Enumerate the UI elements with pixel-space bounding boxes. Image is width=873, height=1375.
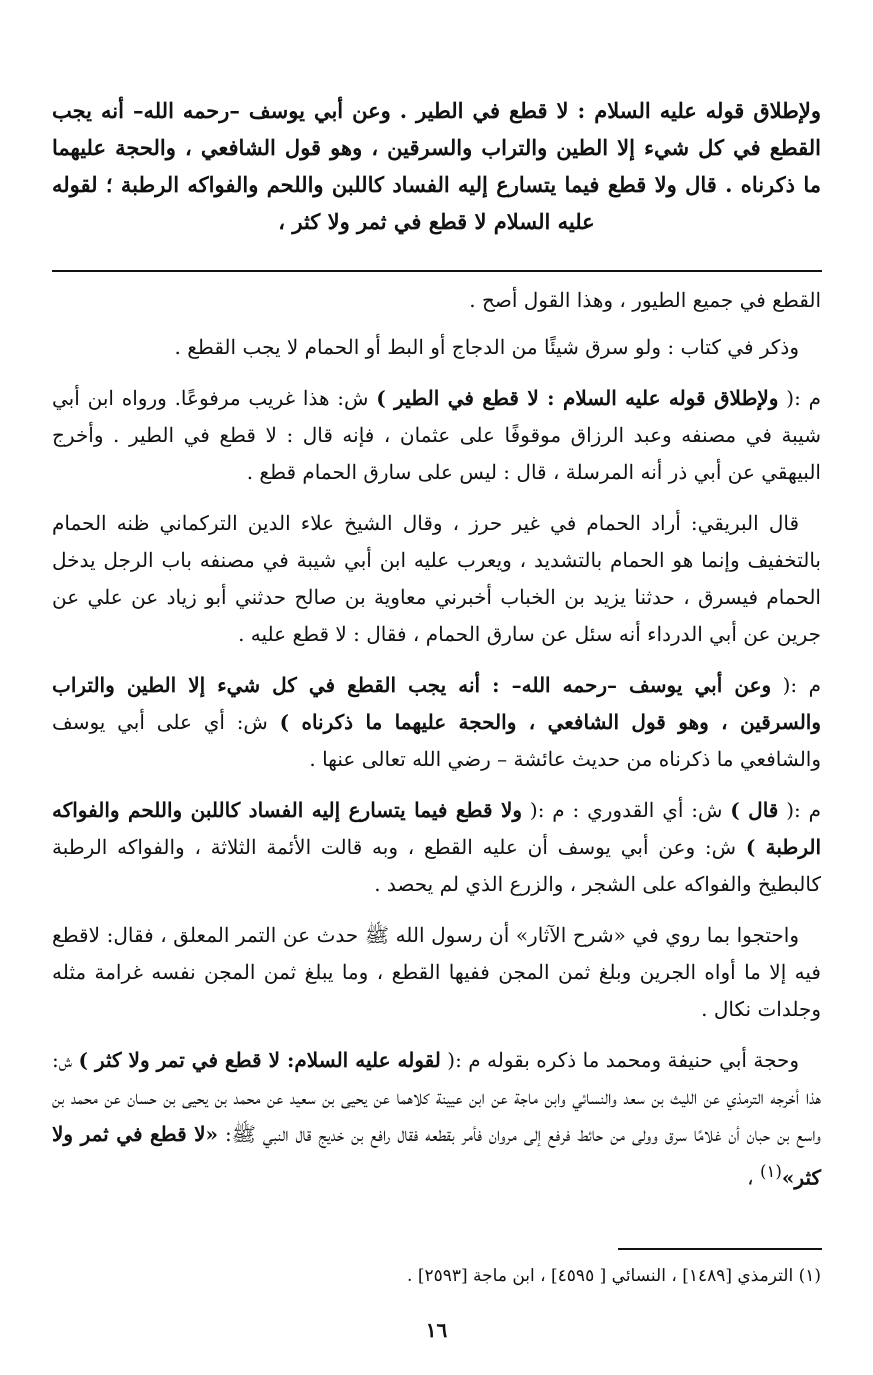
paragraph-2-text: وذكر في كتاب : ولو سرق شيئًا من الدجاج أو البط أو الحمام لا يجب القطع .	[174, 335, 799, 359]
commentary-text: ش: وعن أبي يوسف أن عليه القطع ، وبه قالت الأئمة الثلاثة ، والفواكه الرطبة كالبطيخ والفواكه على الشجر ، والزرع الذي لم يحصد .	[52, 835, 821, 896]
quoted-matn: وعن أبي يوسف –رحمه الله– : أنه يجب القطع في كل شيء إلا الطين والتراب والسرقين ، وهو قول الشافعي ، والحجة عليهما ما ذكرناه )	[52, 673, 821, 734]
commentary-text: ش: أي على أبي يوسف والشافعي ما ذكرناه من حديث عائشة – رضي الله تعالى عنها .	[52, 710, 821, 771]
quoted-matn: لقوله عليه السلام: لا قطع في تمر ولا كثر )	[78, 1048, 441, 1072]
marker-text: م :(	[786, 386, 822, 410]
paragraph-7-text: واحتجوا بما روي في «شرح الآثار» أن رسول الله ﷺ حدث عن التمر المعلق ، فقال: لاقطع فيه إلا ما أواه الجرين وبلغ ثمن المجن ففيها القطع ، وما يبلغ ثمن المجن نفسه غرامة مثله وجلدات نكال .	[52, 923, 821, 1021]
paragraph-8	[52, 1042, 821, 1197]
quoted-matn: ولا قطع فيما يتسارع إليه الفساد كاللبن واللحم والفواكه الرطبة )	[52, 798, 822, 859]
paragraph-4-text: قال البريقي: أراد الحمام في غير حرز ، وقال الشيخ علاء الدين التركماني ظنه الحمام بالتخفيف وإنما هو الحمام بالتشديد ، ويعرب عليه ابن أبي شيبة في مصنفه باب الرجل يدخل الحمام فيسرق ، حدثنا يزيد بن الخباب أخبرني معاوية بن صالح حدثني أبو زياد عن علي عن جرين عن أبي الدرداء أنه سئل عن سارق الحمام ، فقال : لا قطع عليه .	[52, 511, 821, 646]
footnote-separator	[618, 1248, 822, 1250]
paragraph-4	[52, 505, 821, 653]
separator-line	[52, 270, 822, 272]
commentary-text: وحجة أبي حنيفة ومحمد ما ذكره بقوله م :(	[447, 1048, 800, 1072]
hadith-quote: «لا قطع في ثمر ولا كثر»	[52, 1122, 821, 1190]
page-number: ١٦	[425, 1318, 448, 1342]
marker-text: م :(	[786, 798, 822, 822]
paragraph-7	[52, 917, 821, 1028]
footnote-reference: (١)	[759, 1162, 782, 1181]
quoted-matn: قال )	[730, 798, 779, 822]
commentary-text: ،	[747, 1165, 754, 1190]
paragraph-2	[52, 329, 821, 366]
commentary-text: ش: هذا أخرجه الترمذي عن الليث بن سعد والنسائي وابن ماجة عن ابن عيينة كلاهما عن يحيى بن سعيد عن محمد بن يحيى بن حسان عن محمد بن واسع بن حبان أن غلامًا سرق وولى من حائط فرفع إلى مروان فأمر بقطعه فقال رافع بن خديج قال النبي ﷺ:	[52, 1048, 821, 1146]
matn-text: ولإطلاق قوله عليه السلام : لا قطع في الطير . وعن أبي يوسف –رحمه الله– أنه يجب القطع في كل شيء إلا الطين والتراب والسرقين ، وهو قول الشافعي ، والحجة عليهما ما ذكرناه . قال ولا قطع فيما يتسارع إليه الفساد كاللبن واللحم والفواكه الرطبة ؛ لقوله عليه السلام لا قطع في ثمر ولا كثر ،	[52, 98, 821, 234]
commentary-body	[52, 282, 821, 1211]
paragraph-3	[52, 380, 821, 491]
commentary-text: ش: هذا غريب مرفوعًا. ورواه ابن أبي شيبة في مصنفه وعبد الرزاق موقوفًا على عثمان ، فإنه قال : لا قطع في الطير . وأخرج البيهقي عن أبي ذر أنه المرسلة ، قال : ليس على سارق الحمام قطع .	[52, 386, 821, 484]
paragraph-5	[52, 667, 821, 778]
quoted-matn: ولإطلاق قوله عليه السلام : لا قطع في الطير )	[376, 386, 779, 410]
footnote: (١) الترمذي [١٤٨٩] ، النسائي [ ٤٥٩٥] ، ابن ماجة [٢٥٩٣] .	[407, 1266, 821, 1286]
commentary-text: ش: أي القدوري : م :(	[529, 798, 723, 822]
paragraph-1: القطع في جميع الطيور ، وهذا القول أصح .	[469, 288, 821, 312]
paragraph-6	[52, 792, 821, 903]
marker-text: م :(	[782, 673, 822, 697]
